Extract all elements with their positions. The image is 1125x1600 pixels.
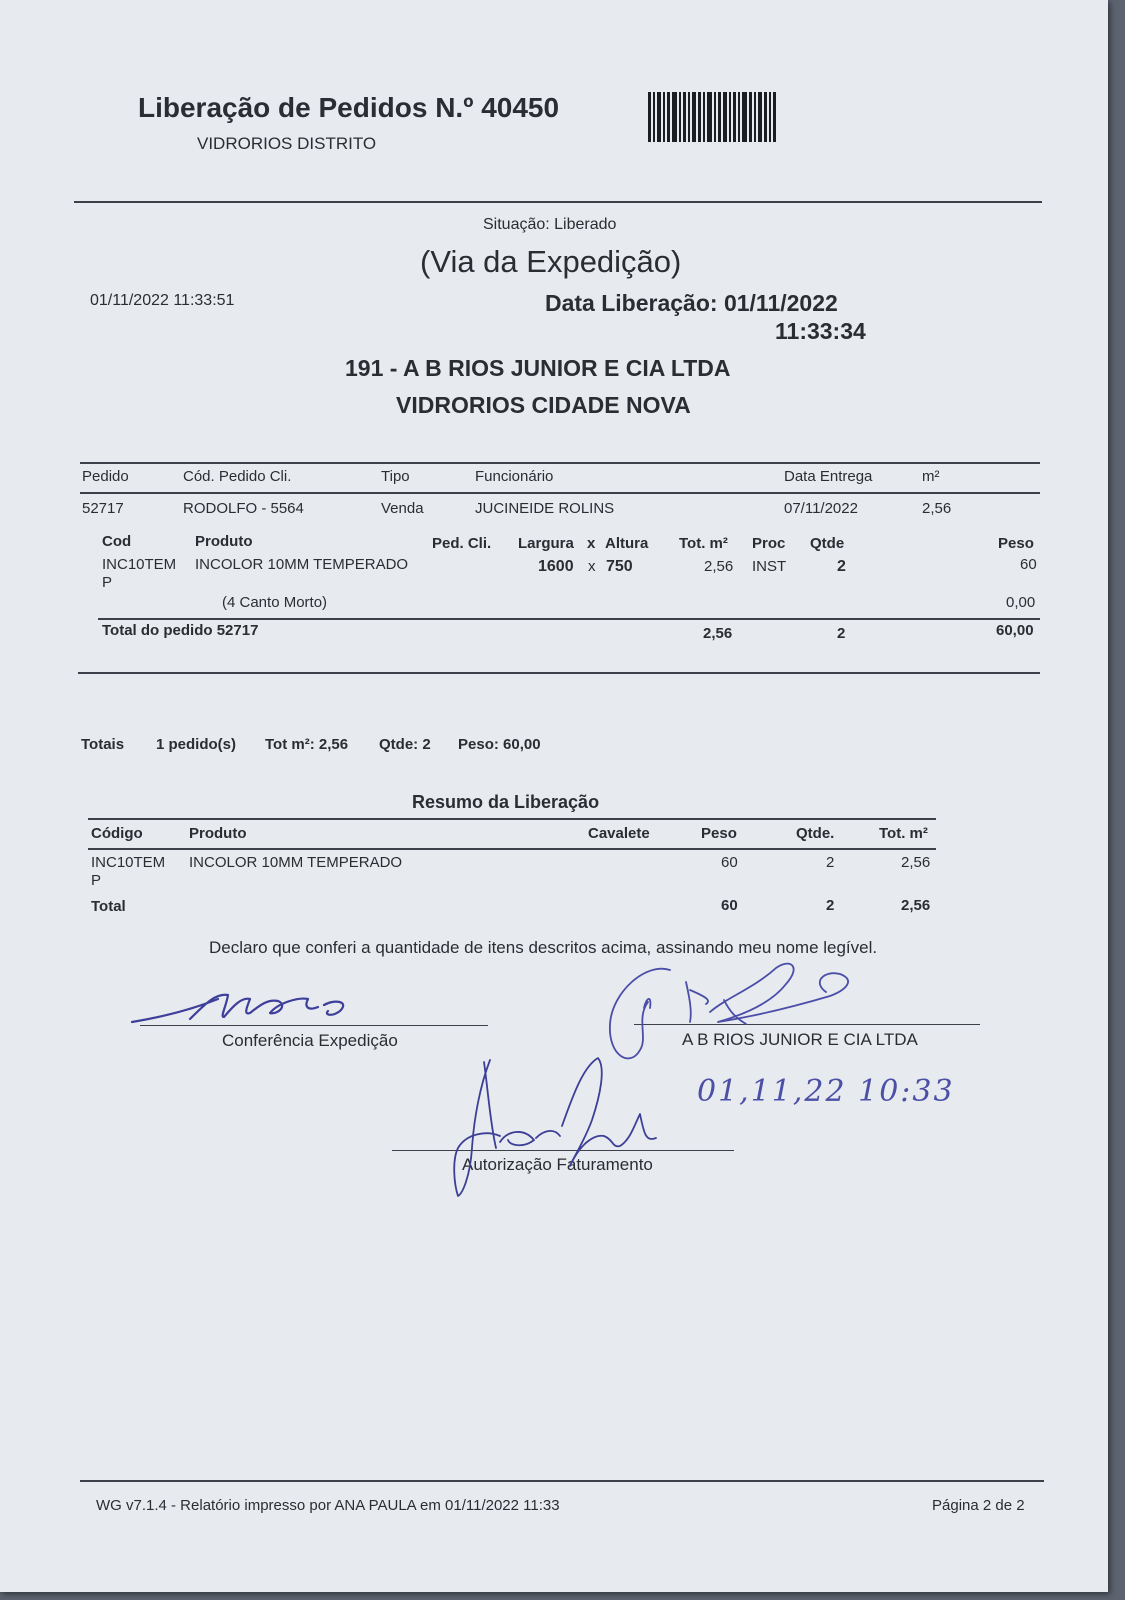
sub-item-peso: 0,00	[1006, 594, 1036, 611]
total-pedido-peso: 60,00	[996, 622, 1034, 639]
resumo-total-m2: 2,56	[901, 897, 931, 914]
company-subtitle: VIDRORIOS DISTRITO	[197, 134, 377, 153]
col-produto: Produto	[195, 533, 253, 550]
footer-report-info: WG v7.1.4 - Relatório impresso por ANA PAULA em 01/11/2022 11:33	[96, 1497, 560, 1514]
totais-label: Totais	[81, 736, 125, 753]
data-liberacao-line1: Data Liberação: 01/11/2022	[545, 290, 838, 316]
cliente-loja: VIDRORIOS CIDADE NOVA	[396, 392, 691, 418]
data-liberacao-line2: 11:33:34	[775, 318, 866, 344]
resumo-tot-m2: 2,56	[901, 854, 931, 871]
cod-pedido-cli: RODOLFO - 5564	[183, 500, 304, 517]
col-data-entrega: Data Entrega	[784, 468, 873, 485]
footer-rule	[80, 1480, 1044, 1482]
resumo-col-qtde: Qtde.	[796, 825, 835, 842]
col-peso: Peso	[998, 535, 1034, 552]
resumo-col-peso: Peso	[701, 825, 737, 842]
col-proc: Proc	[752, 535, 786, 552]
col-funcionario: Funcionário	[475, 468, 554, 485]
item-cod-line2: P	[102, 574, 113, 591]
resumo-produto: INCOLOR 10MM TEMPERADO	[189, 854, 403, 871]
cliente-signature-label: A B RIOS JUNIOR E CIA LTDA	[682, 1030, 918, 1049]
resumo-col-cavalete: Cavalete	[588, 825, 650, 842]
resumo-codigo-line2: P	[91, 872, 102, 889]
resumo-total-peso: 60	[721, 897, 738, 914]
col-qtde: Qtde	[810, 535, 845, 552]
totais-peso: Peso: 60,00	[458, 736, 541, 753]
totais-m2: Tot m²: 2,56	[265, 736, 349, 753]
col-tipo: Tipo	[381, 468, 410, 485]
autorizacao-label: Autorização Faturamento	[462, 1155, 653, 1174]
col-x: x	[587, 535, 596, 552]
tipo-value: Venda	[381, 500, 424, 517]
col-altura: Altura	[605, 535, 649, 552]
document-title: Liberação de Pedidos N.º 40450	[138, 92, 560, 123]
resumo-qtde: 2	[826, 854, 835, 871]
resumo-col-tot-m2: Tot. m²	[879, 825, 928, 842]
col-pedido: Pedido	[82, 468, 129, 485]
resumo-codigo-line1: INC10TEM	[91, 854, 166, 871]
col-cod: Cod	[102, 533, 132, 550]
item-produto: INCOLOR 10MM TEMPERADO	[195, 556, 409, 573]
item-total-rule	[98, 618, 1040, 620]
resumo-col-codigo: Código	[91, 825, 143, 842]
autorizacao-signature-scribble	[444, 1056, 664, 1200]
item-proc: INST	[752, 558, 787, 575]
m2-value: 2,56	[922, 500, 952, 517]
conferencia-signature-scribble	[128, 985, 368, 1027]
conferencia-label: Conferência Expedição	[222, 1031, 398, 1050]
situacao-label: Situação: Liberado	[483, 216, 617, 233]
col-cod-pedido-cli: Cód. Pedido Cli.	[183, 468, 292, 485]
pedido-header-rule	[80, 492, 1040, 494]
funcionario-value: JUCINEIDE ROLINS	[475, 500, 615, 517]
item-altura: 750	[606, 558, 633, 575]
item-tot-m2: 2,56	[704, 558, 734, 575]
header-divider	[74, 201, 1042, 203]
resumo-peso: 60	[721, 854, 738, 871]
via-label: (Via da Expedição)	[420, 244, 682, 279]
pedido-table-top-rule	[80, 462, 1040, 464]
sub-item-label: (4 Canto Morto)	[222, 594, 328, 611]
resumo-top-rule	[88, 818, 936, 820]
item-largura: 1600	[538, 558, 574, 575]
page-number: Página 2 de 2	[932, 1497, 1025, 1514]
total-pedido-m2: 2,56	[703, 625, 733, 642]
totais-qtde: Qtde: 2	[379, 736, 431, 753]
total-pedido-qtde: 2	[837, 625, 846, 642]
resumo-total-qtde: 2	[826, 897, 835, 914]
item-cod-line1: INC10TEM	[102, 556, 177, 573]
printed-timestamp: 01/11/2022 11:33:51	[90, 292, 235, 309]
declaracao-text: Declaro que conferi a quantidade de itens descritos acima, assinando meu nome legível.	[209, 938, 878, 957]
item-peso: 60	[1020, 556, 1037, 573]
resumo-title: Resumo da Liberação	[412, 792, 600, 812]
barcode	[648, 92, 778, 142]
cliente-name: 191 - A B RIOS JUNIOR E CIA LTDA	[345, 355, 731, 381]
resumo-total-label: Total	[91, 898, 126, 915]
data-entrega-value: 07/11/2022	[784, 500, 858, 517]
handwritten-date: 01,11,22 10:33	[697, 1074, 955, 1109]
resumo-col-produto: Produto	[189, 825, 247, 842]
item-qtde: 2	[837, 558, 846, 575]
totais-pedidos: 1 pedido(s)	[156, 736, 237, 753]
item-x: x	[588, 558, 596, 575]
total-pedido-label: Total do pedido 52717	[102, 622, 259, 639]
col-ped-cli: Ped. Cli.	[432, 535, 492, 552]
col-tot-m2: Tot. m²	[679, 535, 728, 552]
pedido-number: 52717	[82, 500, 124, 517]
col-largura: Largura	[518, 535, 574, 552]
cliente-signature-scribble	[606, 952, 876, 1070]
item-table-bottom-rule	[78, 672, 1040, 674]
col-m2: m²	[922, 468, 940, 485]
resumo-header-rule	[88, 848, 936, 850]
